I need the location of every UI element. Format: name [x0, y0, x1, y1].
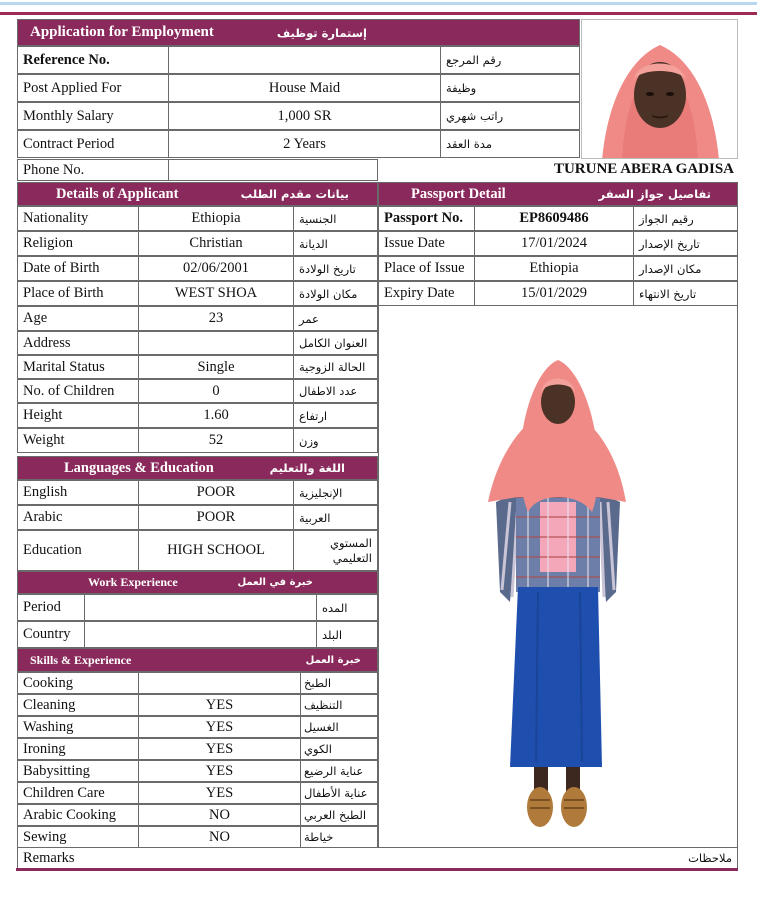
passport-header-label: Passport Detail [411, 185, 506, 202]
applicant-header [17, 182, 378, 206]
applicant-value-7: 0 [138, 379, 294, 403]
work-arabic-1: البلد [316, 621, 378, 648]
applicant-label-8: Height [17, 403, 139, 428]
applicant-label-6: Marital Status [17, 355, 139, 379]
applicant-value-9: 52 [138, 428, 294, 453]
passport-header [378, 182, 738, 206]
skill-arabic-3: الكوي [300, 738, 378, 760]
applicant-value-5 [138, 331, 294, 355]
skills-header-arabic: خبرة العمل [305, 654, 361, 666]
applicant-label-9: Weight [17, 428, 139, 453]
row-value-salary: 1,000 SR [168, 102, 441, 130]
row-label-post: Post Applied For [17, 74, 169, 102]
skill-label-7: Sewing [17, 826, 139, 848]
full-body-photo [488, 352, 628, 832]
applicant-label-0: Nationality [17, 206, 139, 231]
remarks-label-arabic: ملاحظات [688, 851, 732, 865]
work-label-0: Period [17, 594, 85, 621]
languages-header-arabic: اللغة والتعليم [269, 461, 345, 475]
applicant-label-4: Age [17, 306, 139, 331]
skill-label-3: Ironing [17, 738, 139, 760]
skill-arabic-7: خياطة [300, 826, 378, 848]
work-header-arabic: خبرة في العمل [237, 577, 313, 588]
language-value-2: HIGH SCHOOL [138, 530, 294, 571]
applicant-arabic-8: ارتفاع [293, 403, 378, 428]
passport-arabic-2: مكان الإصدار [633, 256, 738, 281]
work-label-1: Country [17, 621, 85, 648]
skill-arabic-4: عناية الرضيع [300, 760, 378, 782]
passport-arabic-0: رقيم الجواز [633, 206, 738, 231]
passport-value-2: Ethiopia [474, 256, 634, 281]
form-title-bar [17, 19, 580, 46]
row-label-salary: Monthly Salary [17, 102, 169, 130]
form-title: Application for Employment [30, 24, 214, 40]
skill-label-4: Babysitting [17, 760, 139, 782]
applicant-value-2: 02/06/2001 [138, 256, 294, 281]
language-value-0: POOR [138, 480, 294, 505]
applicant-label-5: Address [17, 331, 139, 355]
skill-value-1: YES [138, 694, 301, 716]
applicant-arabic-4: عمر [293, 306, 378, 331]
language-arabic-1: العربية [293, 505, 378, 530]
work-header [17, 571, 378, 594]
skill-label-5: Children Care [17, 782, 139, 804]
skill-value-3: YES [138, 738, 301, 760]
skills-header [17, 648, 378, 672]
skill-arabic-0: الطبخ [300, 672, 378, 694]
applicant-arabic-7: عدد الاطفال [293, 379, 378, 403]
skill-value-4: YES [138, 760, 301, 782]
applicant-header-arabic: بيانات مقدم الطلب [240, 187, 349, 201]
applicant-arabic-9: وزن [293, 428, 378, 453]
row-arabic-post: وظيفة [440, 74, 580, 102]
remarks-row [17, 847, 738, 869]
passport-value-3: 15/01/2029 [474, 281, 634, 306]
passport-label-0: Passport No. [378, 206, 475, 231]
languages-header [17, 456, 378, 480]
work-arabic-0: المده [316, 594, 378, 621]
applicant-arabic-6: الحالة الزوجية [293, 355, 378, 379]
applicant-header-label: Details of Applicant [56, 185, 179, 202]
skill-value-5: YES [138, 782, 301, 804]
applicant-value-8: 1.60 [138, 403, 294, 428]
language-value-1: POOR [138, 505, 294, 530]
passport-label-2: Place of Issue [378, 256, 475, 281]
language-label-0: English [17, 480, 139, 505]
passport-label-3: Expiry Date [378, 281, 475, 306]
passport-header-arabic: تفاصيل جواز السفر [598, 187, 711, 201]
language-arabic-2: المستوي التعليمي [293, 530, 378, 571]
row-value-contract: 2 Years [168, 130, 441, 158]
applicant-arabic-1: الديانة [293, 231, 378, 256]
skill-label-0: Cooking [17, 672, 139, 694]
skill-arabic-1: التنظيف [300, 694, 378, 716]
work-value-1 [84, 621, 317, 648]
applicant-value-0: Ethiopia [138, 206, 294, 231]
row-label-contract: Contract Period [17, 130, 169, 158]
languages-header-label: Languages & Education [64, 459, 214, 476]
work-header-label: Work Experience [88, 575, 178, 589]
language-arabic-0: الإنجليزية [293, 480, 378, 505]
skill-value-7: NO [138, 826, 301, 848]
applicant-arabic-0: الجنسية [293, 206, 378, 231]
skill-value-2: YES [138, 716, 301, 738]
applicant-arabic-3: مكان الولادة [293, 281, 378, 306]
applicant-name: TURUNE ABERA GADISA [553, 161, 734, 177]
skill-value-6: NO [138, 804, 301, 826]
skill-value-0 [138, 672, 301, 694]
phone-label: Phone No. [17, 159, 169, 181]
applicant-value-3: WEST SHOA [138, 281, 294, 306]
remarks-label: Remarks [23, 849, 75, 866]
form-title-arabic: إستمارة توظيف [276, 25, 367, 40]
bottom-border [16, 868, 738, 871]
applicant-label-1: Religion [17, 231, 139, 256]
applicant-value-4: 23 [138, 306, 294, 331]
top-decoration [0, 0, 757, 10]
passport-value-0: EP8609486 [474, 206, 634, 231]
applicant-label-7: No. of Children [17, 379, 139, 403]
applicant-value-6: Single [138, 355, 294, 379]
work-value-0 [84, 594, 317, 621]
applicant-value-1: Christian [138, 231, 294, 256]
row-value-reference [168, 46, 441, 74]
row-arabic-contract: مدة العقد [440, 130, 580, 158]
headshot-photo [581, 19, 738, 159]
row-label-reference: Reference No. [17, 46, 169, 74]
skill-label-2: Washing [17, 716, 139, 738]
skill-arabic-2: الغسيل [300, 716, 378, 738]
skill-label-6: Arabic Cooking [17, 804, 139, 826]
skills-header-label: Skills & Experience [30, 652, 132, 667]
language-label-1: Arabic [17, 505, 139, 530]
row-value-post: House Maid [168, 74, 441, 102]
phone-value [168, 159, 378, 181]
passport-arabic-3: تاريخ الانتهاء [633, 281, 738, 306]
passport-value-1: 17/01/2024 [474, 231, 634, 256]
applicant-label-2: Date of Birth [17, 256, 139, 281]
passport-arabic-1: تاريخ الإصدار [633, 231, 738, 256]
row-arabic-salary: راتب شهري [440, 102, 580, 130]
skill-label-1: Cleaning [17, 694, 139, 716]
row-arabic-reference: رقم المرجع [440, 46, 580, 74]
skill-arabic-6: الطبخ العربي [300, 804, 378, 826]
language-label-2: Education [17, 530, 139, 571]
applicant-arabic-2: تاريخ الولادة [293, 256, 378, 281]
passport-label-1: Issue Date [378, 231, 475, 256]
skill-arabic-5: عناية الأطفال [300, 782, 378, 804]
applicant-arabic-5: العنوان الكامل [293, 331, 378, 355]
applicant-label-3: Place of Birth [17, 281, 139, 306]
